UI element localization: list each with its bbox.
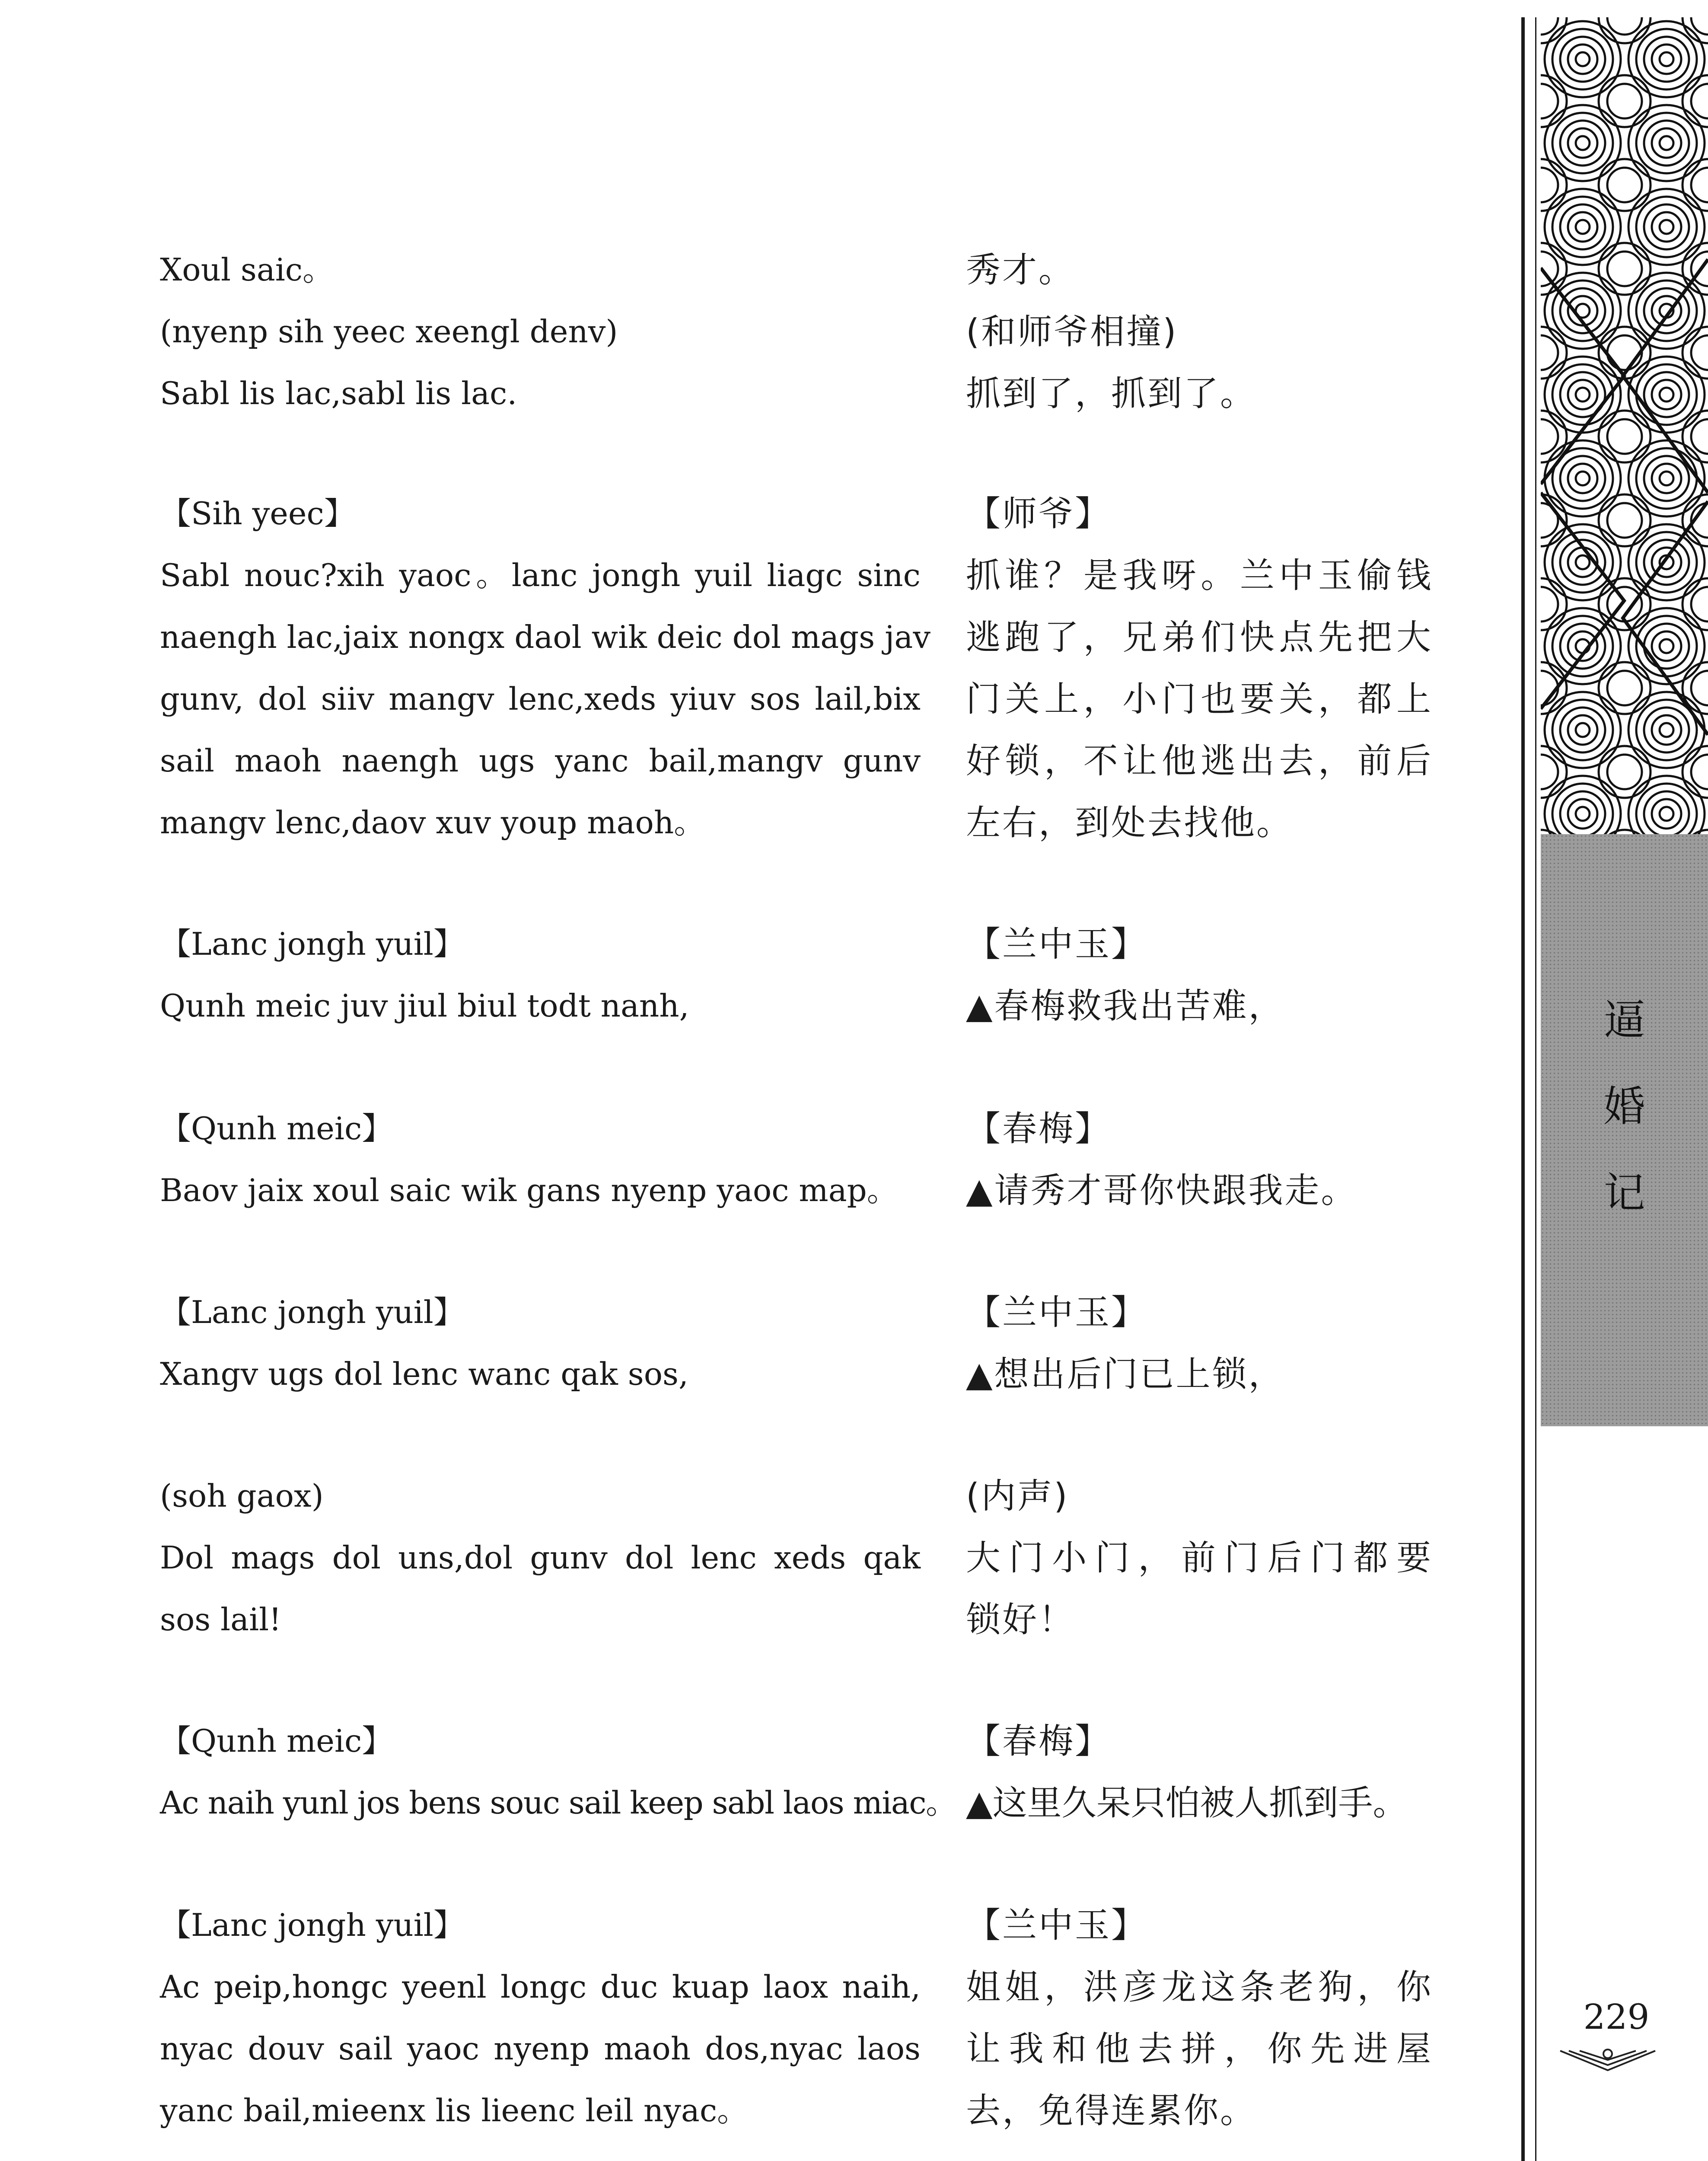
zh-block-3: [966, 913, 1433, 1037]
zh-block-4: [966, 1098, 1433, 1221]
margin-rule: [1521, 17, 1525, 2161]
title-char: 婚: [1603, 1082, 1645, 1131]
text-line: gunv, dol siiv mangv lenc,xeds yiuv sos lail,bix: [160, 681, 921, 717]
zh-block-1: [966, 239, 1433, 424]
text-line: Qunh meic juv jiul biul todt nanh,: [160, 988, 689, 1024]
text-line: mangv lenc,daov xuv youp maoh。: [160, 804, 705, 841]
text-line: 去，免得连累你。: [966, 2091, 1256, 2131]
zh-block-7: [966, 1710, 1433, 1834]
text-block-8: [160, 1894, 921, 2142]
text-line: 逃跑了，兄弟们快点先把大: [966, 617, 1433, 657]
chapter-side-tab: [1541, 834, 1708, 1426]
page-number: 229: [1583, 1997, 1650, 2037]
title-char: 逼: [1603, 996, 1645, 1044]
title-char: 记: [1603, 1169, 1645, 1217]
text-line: ▲想出后门已上锁，: [966, 1354, 1285, 1394]
text-line: yanc bail,mieenx lis lieenc leil nyac。: [160, 2092, 749, 2129]
zh-block-8: [966, 1894, 1433, 2142]
speaker-label: 【Sih yeec】: [160, 495, 355, 532]
speaker-label: 【兰中玉】: [966, 1905, 1147, 1945]
zh-block-5: [966, 1281, 1433, 1405]
speaker-label: 【春梅】: [966, 1109, 1111, 1149]
speaker-label: 【师爷】: [966, 494, 1111, 534]
text-line: 左右，到处去找他。: [966, 803, 1293, 843]
text-line: (nyenp sih yeec xeengl denv): [160, 313, 618, 350]
text-block-4: [160, 1098, 921, 1221]
speaker-label: 【春梅】: [966, 1721, 1111, 1761]
text-line: Sabl lis lac,sabl lis lac.: [160, 375, 517, 411]
chapter-title: [1541, 977, 1708, 1236]
text-line: Baov jaix xoul saic wik gans nyenp yaoc map。: [160, 1172, 898, 1208]
text-line: 秀才。: [966, 250, 1075, 290]
text-line: nyac douv sail yaoc nyenp maoh dos,nyac laos: [160, 2030, 921, 2067]
text-line: Ac naih yunl jos bens souc sail keep sabl laos miac。: [160, 1785, 956, 1821]
text-line: Xangv ugs dol lenc wanc qak sos,: [160, 1356, 688, 1392]
text-line: Sabl nouc?xih yaoc。lanc jongh yuil liagc sinc: [160, 557, 921, 593]
speaker-label: 【兰中玉】: [966, 924, 1147, 964]
speaker-label: 【Lanc jongh yuil】: [160, 1907, 465, 1943]
text-line: sail maoh naengh ugs yanc bail,mangv gunv: [160, 743, 921, 779]
speaker-label: 【Qunh meic】: [160, 1110, 393, 1147]
text-line: naengh lac,jaix nongx daol wik deic dol mags jav: [160, 619, 931, 655]
text-block-1: [160, 239, 921, 424]
speaker-label: 【Qunh meic】: [160, 1723, 393, 1759]
text-line: 抓到了，抓到了。: [966, 373, 1256, 414]
text-line: 抓谁？是我呀。兰中玉偷钱: [966, 555, 1433, 596]
text-line: 姐姐，洪彦龙这条老狗，你: [966, 1967, 1433, 2007]
text-line: sos lail!: [160, 1601, 282, 1638]
stage-direction: (内声): [966, 1476, 1069, 1516]
text-line: ▲春梅救我出苦难，: [966, 986, 1285, 1026]
text-line: Dol mags dol uns,dol gunv dol lenc xeds qak: [160, 1539, 921, 1576]
text-line: 锁好！: [966, 1600, 1075, 1640]
text-block-7: [160, 1710, 956, 1834]
text-line: (和师爷相撞): [966, 312, 1178, 352]
text-line: 让我和他去拼，你先进屋: [966, 2029, 1433, 2069]
text-block-6: [160, 1465, 921, 1651]
speaker-label: 【Lanc jongh yuil】: [160, 1294, 465, 1330]
zh-block-2: [966, 483, 1433, 854]
text-line: 大门小门，前门后门都要: [966, 1538, 1433, 1578]
text-line: ▲请秀才哥你快跟我走。: [966, 1170, 1357, 1211]
text-block-3: [160, 913, 921, 1037]
page-ornament-icon: [1556, 2044, 1660, 2075]
zh-block-6: [966, 1465, 1433, 1651]
text-line: Xoul saic。: [160, 252, 334, 288]
text-line: Ac peip,hongc yeenl longc duc kuap laox naih,: [160, 1969, 921, 2005]
speaker-label: 【兰中玉】: [966, 1292, 1147, 1332]
text-block-2: [160, 483, 931, 854]
speaker-label: 【Lanc jongh yuil】: [160, 926, 465, 962]
cloud-pattern-decoration: [1541, 17, 1708, 834]
text-block-5: [160, 1281, 921, 1405]
text-line: ▲这里久呆只怕被人抓到手。: [966, 1783, 1408, 1823]
margin-rule-thin: [1535, 17, 1536, 2161]
text-line: 好锁，不让他逃出去，前后: [966, 741, 1433, 781]
text-line: 门关上，小门也要关，都上: [966, 679, 1433, 719]
stage-direction: (soh gaox): [160, 1478, 324, 1514]
